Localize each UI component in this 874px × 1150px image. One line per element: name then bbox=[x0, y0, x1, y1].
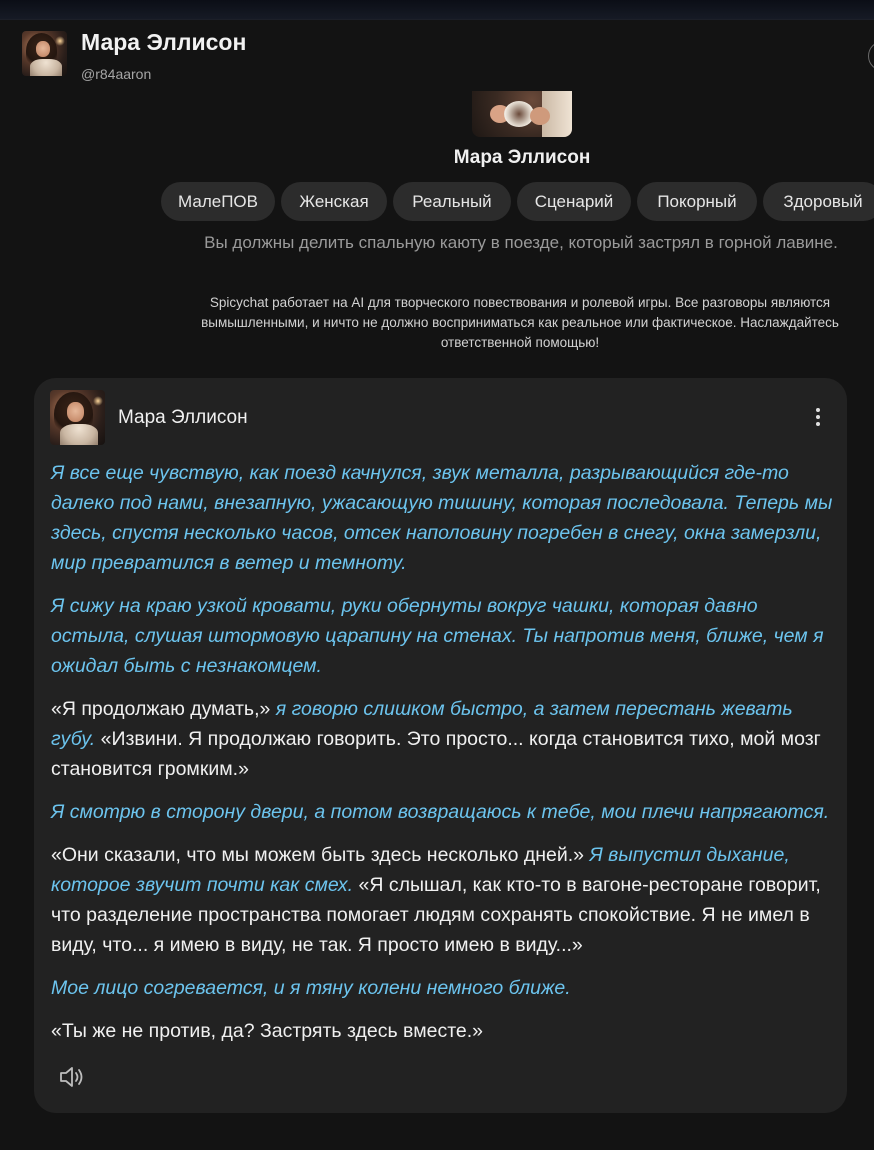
tag-scenario[interactable]: Сценарий bbox=[517, 182, 631, 221]
narration-text: Мое лицо согревается, и я тяну колени немного ближе. bbox=[51, 977, 571, 999]
ai-disclaimer bbox=[150, 293, 874, 353]
more-vertical-icon[interactable] bbox=[808, 404, 828, 430]
tag-malepov[interactable]: МалеПОВ bbox=[161, 182, 275, 221]
message-card bbox=[34, 378, 847, 1113]
message-paragraph bbox=[51, 797, 841, 827]
header-creator-handle[interactable]: @r84aaron bbox=[81, 66, 152, 82]
top-bar bbox=[0, 0, 874, 20]
tag-realistic[interactable]: Реальный bbox=[393, 182, 511, 221]
message-paragraph bbox=[51, 694, 841, 784]
message-paragraph bbox=[51, 840, 841, 960]
message-author-avatar[interactable] bbox=[50, 390, 105, 445]
header bbox=[0, 20, 874, 90]
tag-female[interactable]: Женская bbox=[281, 182, 387, 221]
header-character-name[interactable]: Мара Эллисон bbox=[81, 29, 247, 55]
message-paragraph bbox=[51, 1016, 841, 1046]
message-paragraph bbox=[51, 458, 841, 578]
scenario-description: Вы должны делить спальную каюту в поезде, который застрял в горной лавине. bbox=[204, 233, 838, 252]
message-body bbox=[51, 458, 841, 1059]
disclaimer-line: вымышленными, и ничто не должно восприниматься как реальное или фактическое. Наслаждайтесь bbox=[201, 315, 839, 330]
dialogue-text: «Я слышал, как кто-то в вагоне-ресторане говорит, что разделение пространства помогает людям сохранять спокойствие. Я не имел в виду, что... я имею в виду, не так. Я просто имею в виду...» bbox=[51, 874, 821, 956]
narration-text: Я сижу на краю узкой кровати, руки обернуты вокруг чашки, которая давно остыла, слушая штормовую царапину на стенах. Ты напротив меня, ближе, чем я ожидал быть с незнакомцем. bbox=[51, 595, 824, 677]
message-author-name: Мара Эллисон bbox=[118, 407, 248, 428]
character-cover-image bbox=[472, 91, 572, 137]
speaker-icon[interactable] bbox=[58, 1064, 86, 1090]
tag-wholesome[interactable]: Здоровый bbox=[763, 182, 874, 221]
dialogue-text: «Ты же не против, да? Застрять здесь вместе.» bbox=[51, 1020, 484, 1042]
narration-text: Я выпустил дыхание, которое звучит почти как смех. bbox=[51, 844, 790, 896]
dialogue-text: «Они сказали, что мы можем быть здесь несколько дней.» bbox=[51, 844, 590, 866]
profile-character-name: Мара Эллисон bbox=[453, 147, 591, 168]
message-paragraph bbox=[51, 591, 841, 681]
narration-text: Я все еще чувствую, как поезд качнулся, звук металла, разрывающийся где-то далеко под нами, внезапную, ужасающую тишину, которая последовала. Теперь мы здесь, спустя несколько часов, отсек наполовину погребен в снегу, окна замерзли, мир превратился в ветер и темноту. bbox=[51, 462, 833, 574]
disclaimer-line: Spicychat работает на AI для творческого повествования и ролевой игры. Все разговоры являются bbox=[209, 295, 831, 310]
disclaimer-line: ответственной помощью! bbox=[440, 335, 600, 350]
tag-submissive[interactable]: Покорный bbox=[637, 182, 757, 221]
header-action-button[interactable] bbox=[868, 41, 874, 71]
narration-text: Я смотрю в сторону двери, а потом возвращаюсь к тебе, мои плечи напрягаются. bbox=[51, 801, 830, 823]
narration-text: я говорю слишком быстро, а затем перестань жевать губу. bbox=[51, 698, 793, 750]
message-paragraph bbox=[51, 973, 841, 1003]
dialogue-text: «Извини. Я продолжаю говорить. Это просто... когда становится тихо, мой мозг становится громким.» bbox=[51, 728, 821, 780]
dialogue-text: «Я продолжаю думать,» bbox=[51, 698, 276, 720]
header-avatar[interactable] bbox=[22, 31, 67, 76]
